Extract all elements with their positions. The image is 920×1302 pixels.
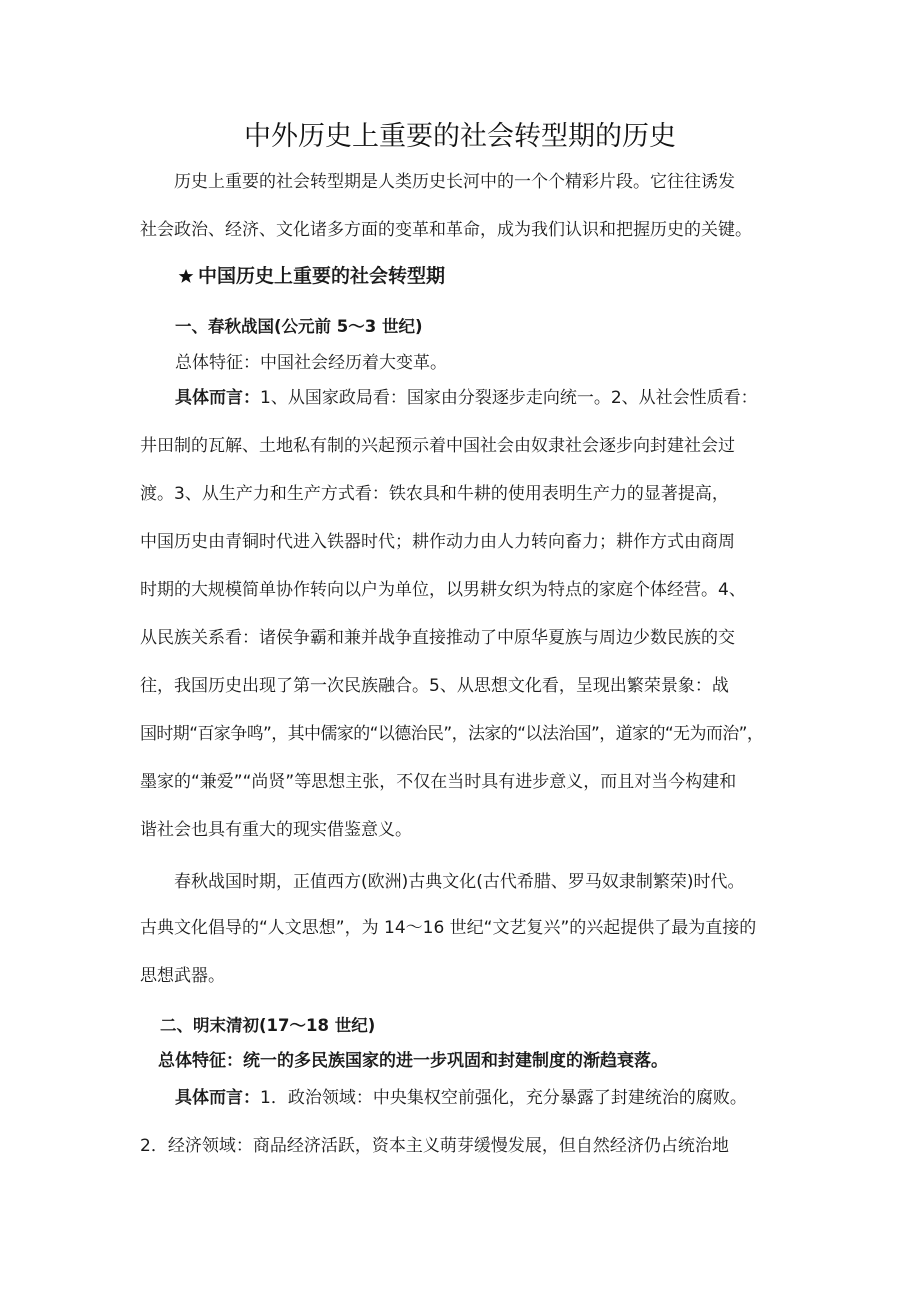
section1-overall-label: 总体特征：	[175, 353, 260, 373]
section1-overall	[175, 352, 447, 374]
intro-line-1: 历史上重要的社会转型期是人类历史长河中的一个个精彩片段。它往往诱发	[174, 172, 735, 192]
china-heading-text: 中国历史上重要的社会转型期	[198, 265, 446, 287]
section2-overall	[158, 1050, 668, 1072]
section1-line: 往，我国历史出现了第一次民族融合。5、从思想文化看，呈现出繁荣景象：战	[140, 676, 729, 696]
china-heading	[178, 265, 445, 287]
section1-line: 中国历史由青铜时代进入铁器时代；耕作动力由人力转向畜力；耕作方式由商周	[140, 532, 735, 552]
section1-line: 从民族关系看：诸侯争霸和兼并战争直接推动了中原华夏族与周边少数民族的交	[140, 628, 735, 648]
star-icon	[178, 268, 194, 284]
west-line: 春秋战国时期，正值西方(欧洲)古典文化(古代希腊、罗马奴隶制繁荣)时代。	[174, 872, 745, 892]
section1-overall-text: 中国社会经历着大变革。	[260, 353, 447, 373]
section2-specific-line-1	[175, 1087, 747, 1109]
section1-line: 谐社会也具有重大的现实借鉴意义。	[140, 820, 412, 840]
section2-specific-label: 具体而言：	[175, 1088, 260, 1108]
section2-heading: 二、明末清初(17～18 世纪)	[160, 1016, 376, 1035]
section2-line: 1．政治领域：中央集权空前强化，充分暴露了封建统治的腐败。	[260, 1088, 747, 1108]
section2-overall-label: 总体特征：	[158, 1051, 243, 1071]
section1-specific-label: 具体而言：	[175, 388, 260, 408]
section1-line: 1、从国家政局看：国家由分裂逐步走向统一。2、从社会性质看：	[260, 388, 758, 408]
page-title: 中外历史上重要的社会转型期的历史	[244, 121, 676, 152]
west-line: 思想武器。	[140, 966, 225, 986]
section1-specific-line-1	[175, 387, 758, 409]
section1-heading: 一、春秋战国(公元前 5～3 世纪)	[175, 317, 423, 336]
section2-line: 2．经济领域：商品经济活跃，资本主义萌芽缓慢发展，但自然经济仍占统治地	[140, 1136, 729, 1156]
section1-line: 墨家的“兼爱”“尚贤”等思想主张，不仅在当时具有进步意义，而且对当今构建和	[140, 772, 737, 792]
section1-line: 渡。3、从生产力和生产方式看：铁农具和牛耕的使用表明生产力的显著提高，	[140, 484, 729, 504]
section2-overall-text: 统一的多民族国家的进一步巩固和封建制度的渐趋衰落。	[243, 1051, 668, 1071]
section1-line: 国时期“百家争鸣”，其中儒家的“以德治民”，法家的“以法治国”，道家的“无为而治”，	[140, 724, 764, 744]
intro-line-2: 社会政治、经济、文化诸多方面的变革和革命，成为我们认识和把握历史的关键。	[140, 220, 752, 240]
section1-line: 井田制的瓦解、土地私有制的兴起预示着中国社会由奴隶社会逐步向封建社会过	[140, 436, 735, 456]
section1-line: 时期的大规模简单协作转向以户为单位，以男耕女织为特点的家庭个体经营。4、	[140, 580, 746, 600]
west-line: 古典文化倡导的“人文思想”，为 14～16 世纪“文艺复兴”的兴起提供了最为直接的	[140, 918, 757, 938]
